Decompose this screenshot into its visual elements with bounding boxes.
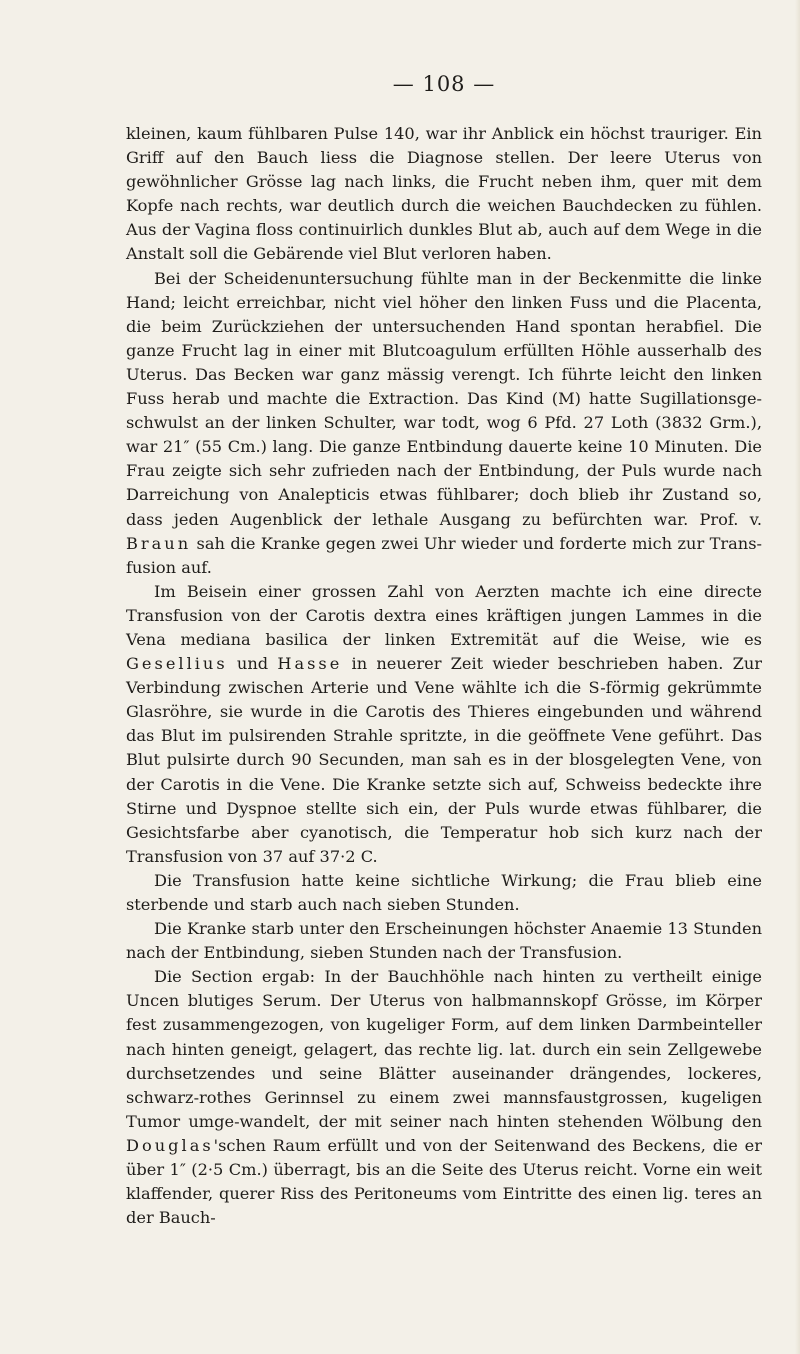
paragraph-text: Die Transfusion hatte keine sichtliche Wirkung; die Frau blieb eine sterbende und starb auch nach sieben Stunden. xyxy=(126,870,762,914)
paragraph-text: kleinen, kaum fühlbaren Pulse 140, war ihr Anblick ein höchst trauriger. Ein Griff auf den Bauch liess die Diagnose stellen. Der leere Uterus von gewöhnlicher Grösse lag nach links, die Frucht neben ihm, quer mit dem Kopfe nach rechts, war deutlich durch die weichen Bauchdecken zu fühlen. Aus der Vagina floss continuirlich dunkles Blut ab, auch auf dem Wege in die Anstalt soll die Gebärende viel Blut verloren haben. xyxy=(126,124,762,264)
paragraph xyxy=(126,580,762,869)
paragraph xyxy=(126,917,762,965)
paragraph-text: und xyxy=(227,654,278,674)
paragraph xyxy=(126,267,762,580)
paragraph-text: Im Beisein einer grossen Zahl von Aerzten machte ich eine directe Transfusion von der Carotis dextra eines kräftigen jungen Lammes in die Vena mediana basilica der linken Extremität auf die Weise, wie es xyxy=(126,581,762,649)
book-page xyxy=(126,72,762,1230)
paragraph-text: Die Section ergab: In der Bauchhöhle nach hinten zu vertheilt einige Uncen blutiges Serum. Der Uterus von halbmannskopf Grösse, im Körper fest zusammengezogen, von kugeliger Form, auf dem linken Darmbeinteller nach hinten geneigt, gelagert, das rechte lig. lat. durch ein sein Zellgewebe durchsetzendes und seine Blätter auseinander drängendes, lockeres, schwarz-rothes Gerinnsel zu einem zwei mannsfaustgrossen, kugeligen Tumor umge-wandelt, der mit seiner nach hinten stehenden Wölbung den xyxy=(126,967,762,1131)
paragraph-text: sah die Kranke gegen zwei Uhr wieder und forderte mich zur Trans-fusion auf. xyxy=(126,533,762,577)
spaced-name: Douglas xyxy=(126,1135,214,1155)
paragraph-text: Die Kranke starb unter den Erscheinungen höchster Anaemie 13 Stunden nach der Entbindung, sieben Stunden nach der Transfusion. xyxy=(126,919,762,963)
paragraph-text: in neuerer Zeit wieder beschrieben haben. Zur Verbindung zwischen Arterie und Vene wählte ich die S-förmig gekrümmte Glasröhre, sie wurde in die Carotis des Thieres eingebunden und während das Blut im pulsirenden Strahle spritzte, in die geöffnete Vene geführt. Das Blut pulsirte durch 90 Secunden, man sah es in der blosgelegten Vene, von der Carotis in die Vene. Die Kranke setzte sich auf, Schweiss bedeckte ihre Stirne und Dyspnoe stellte sich ein, der Puls wurde etwas fühlbarer, die Gesichtsfarbe aber cyanotisch, die Temperatur hob sich kurz nach der Transfusion von 37 auf 37·2 C. xyxy=(126,654,762,866)
paragraph xyxy=(126,869,762,917)
spaced-name: Hasse xyxy=(277,654,343,674)
body-text xyxy=(126,122,762,1230)
spaced-name: Braun xyxy=(126,533,192,553)
spaced-name: Gesellius xyxy=(126,654,228,674)
paragraph-text: Bei der Scheidenuntersuchung fühlte man in der Beckenmitte die linke Hand; leicht erreichbar, nicht viel höher den linken Fuss und die Placenta, die beim Zurückziehen der untersuchenden Hand spontan herabfiel. Die ganze Frucht lag in einer mit Blutcoagulum erfüllten Höhle ausserhalb des Uterus. Das Becken war ganz mässig verengt. Ich führte leicht den linken Fuss herab und machte die Extraction. Das Kind (M) hatte Sugillationsge-schwulst an der linken Schulter, war todt, wog 6 Pfd. 27 Loth (3832 Grm.), war 21″ (55 Cm.) lang. Die ganze Entbindung dauerte keine 10 Minuten. Die Frau zeigte sich sehr zufrieden nach der Entbindung, der Puls wurde nach Darreichung von Analepticis etwas fühlbarer; doch blieb ihr Zustand so, dass jeden Augenblick der lethale Ausgang zu befürchten war. Prof. v. xyxy=(126,268,762,529)
paragraph-text: 'schen Raum erfüllt und von der Seitenwand des Beckens, die er über 1″ (2·5 Cm.) überragt, bis an die Seite des Uterus reicht. Vorne ein weit klaffender, querer Riss des Peritoneums vom Eintritte des einen lig. teres an der Bauch- xyxy=(126,1135,762,1228)
paragraph xyxy=(126,965,762,1230)
page-number: — 108 — xyxy=(392,72,496,96)
page-edge-shadow xyxy=(795,0,800,1354)
paragraph xyxy=(126,122,762,267)
